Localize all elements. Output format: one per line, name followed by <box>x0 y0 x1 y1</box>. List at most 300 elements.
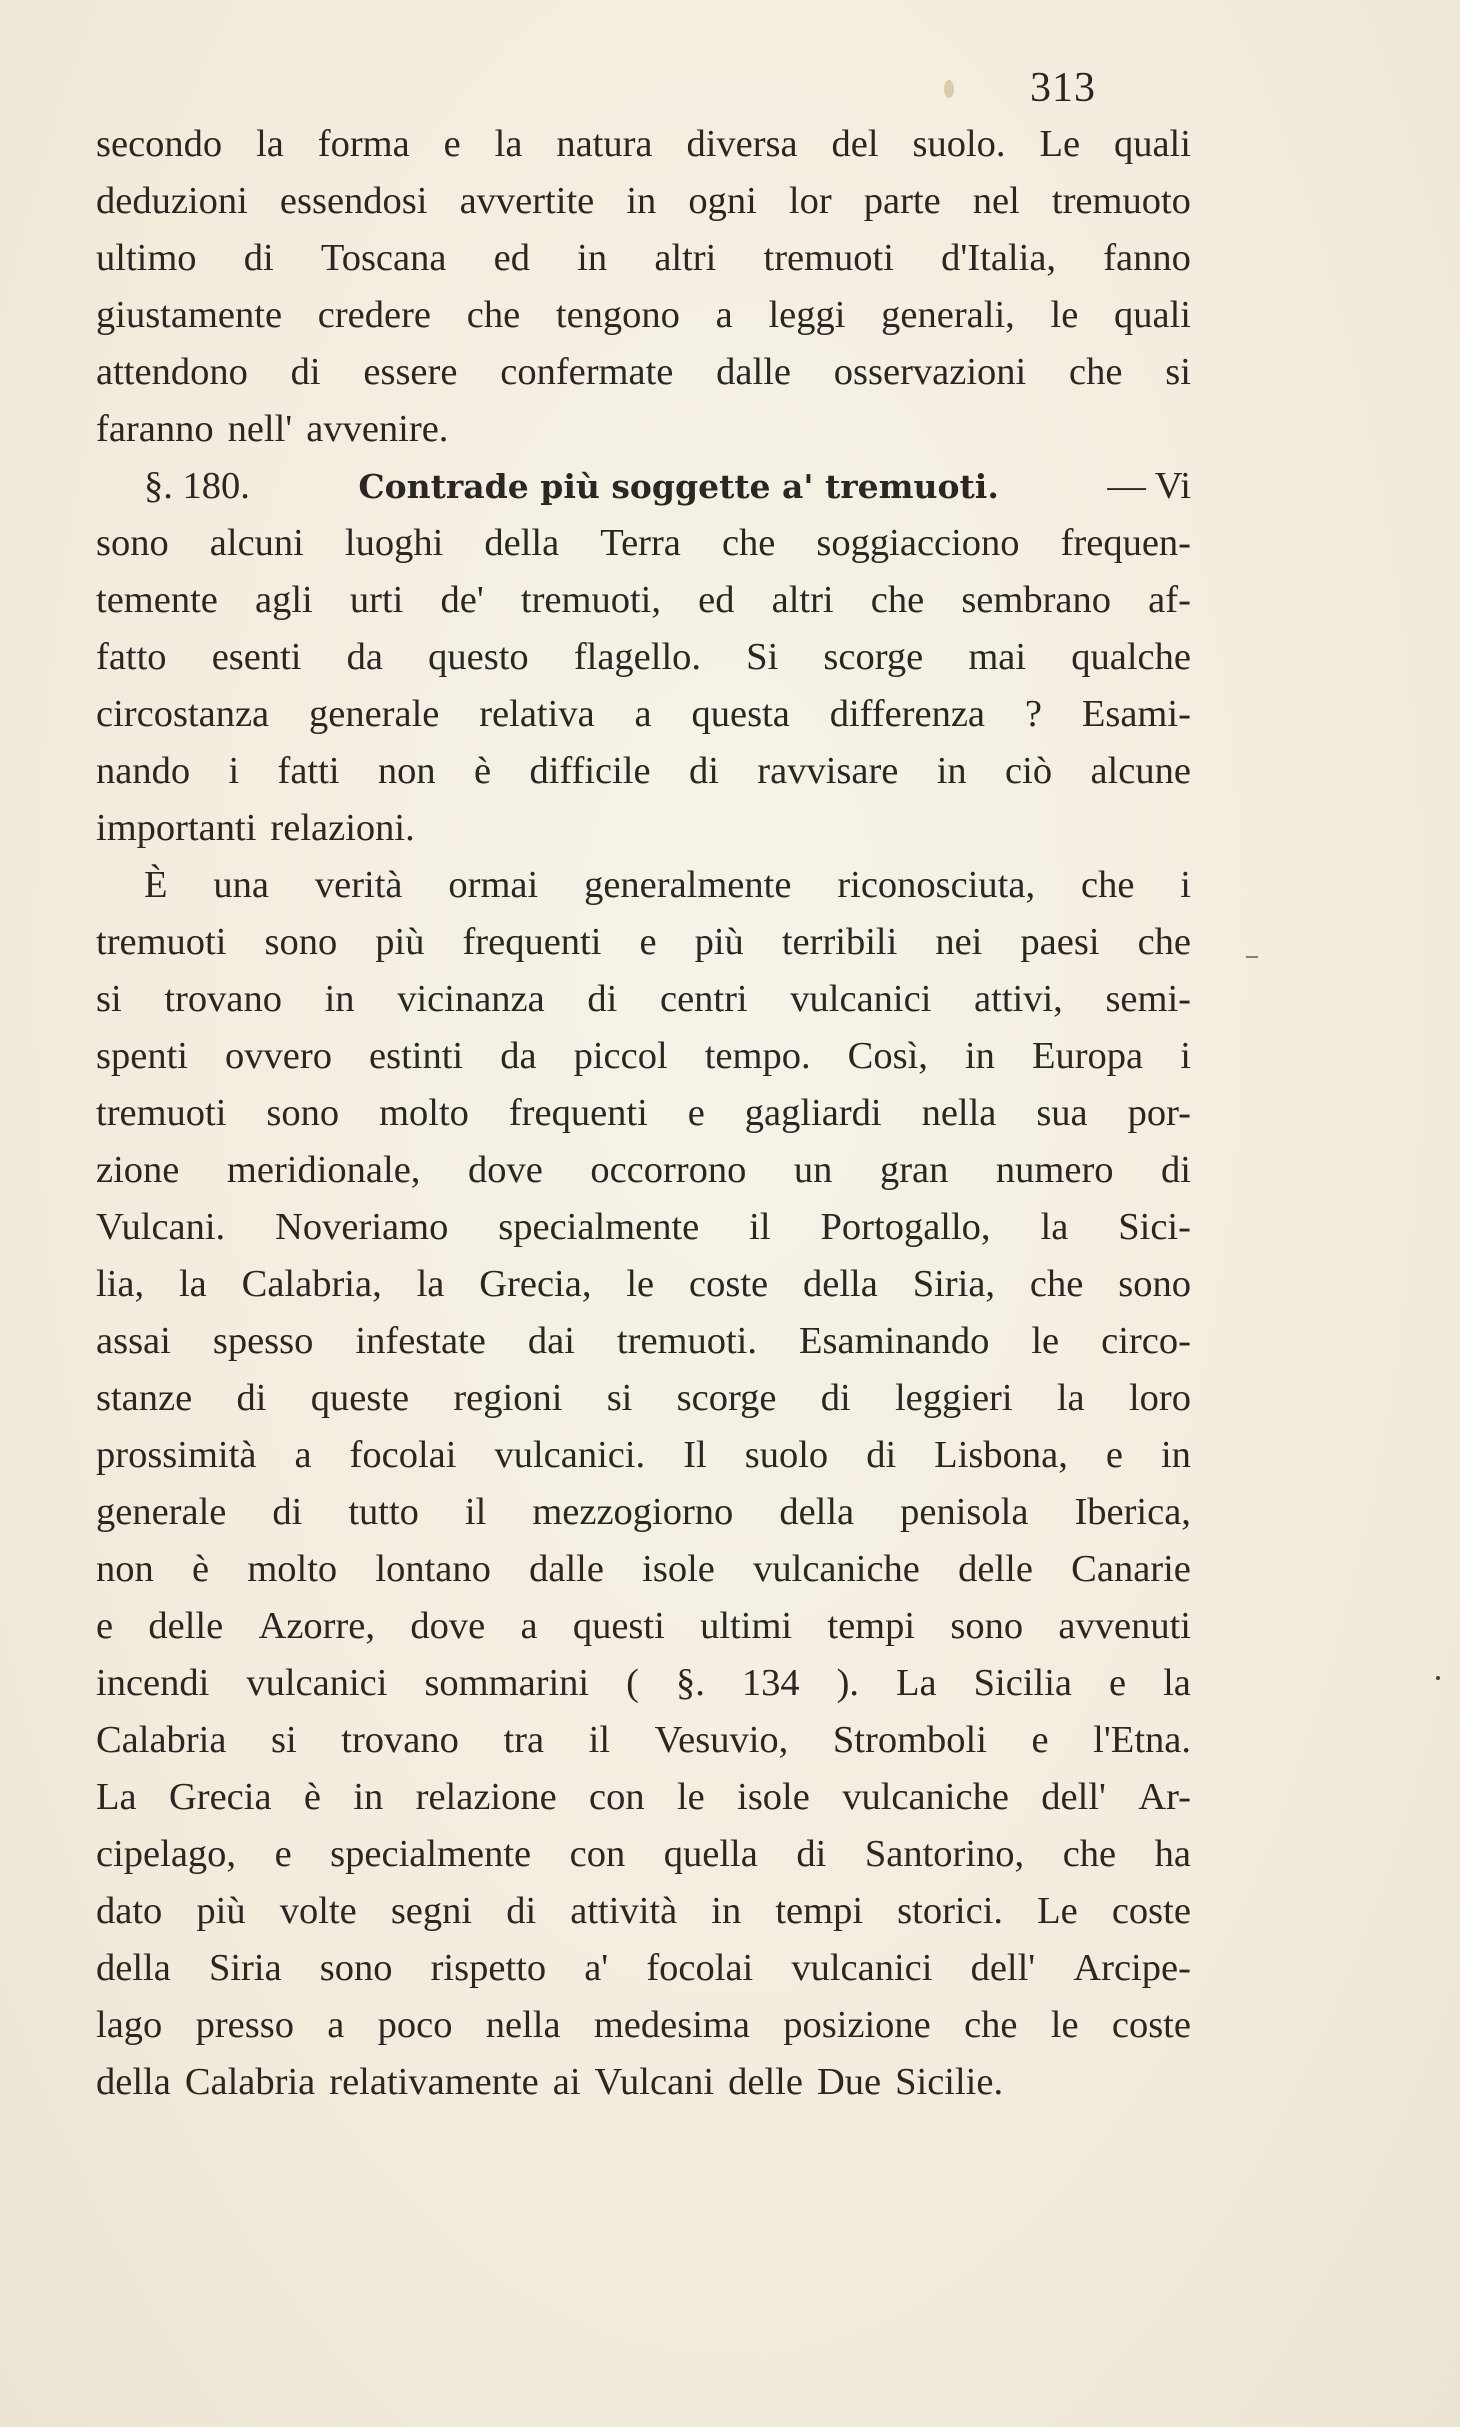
word: ravvisare <box>757 750 899 792</box>
word: di <box>1161 1149 1191 1191</box>
word: tutto <box>348 1491 419 1533</box>
word: Grecia, <box>479 1263 592 1305</box>
word: con <box>589 1776 645 1818</box>
word: l'Etna. <box>1093 1719 1191 1761</box>
word: difficile <box>529 750 651 792</box>
word: il <box>749 1206 771 1248</box>
word: esenti <box>211 636 302 678</box>
text-line <box>96 401 1191 458</box>
word: sommarini <box>424 1662 590 1704</box>
word: delle <box>148 1605 224 1647</box>
word: la <box>416 1263 445 1305</box>
word: questi <box>572 1605 665 1647</box>
word: Noveriamo <box>275 1206 449 1248</box>
word: un <box>793 1149 833 1191</box>
word: occorrono <box>590 1149 747 1191</box>
word: in <box>964 1035 995 1077</box>
text-line <box>96 230 1191 287</box>
word: piccol <box>573 1035 668 1077</box>
word: paesi <box>1020 921 1100 963</box>
word: assai <box>96 1320 171 1362</box>
word: fatti <box>277 750 340 792</box>
word: d'Italia, <box>941 237 1057 279</box>
text-line <box>96 572 1191 629</box>
word: è <box>191 1548 210 1590</box>
word: avvenuti <box>1058 1605 1191 1647</box>
word: vulcanici. <box>494 1434 646 1476</box>
text-line <box>96 458 1191 515</box>
word: la <box>178 1263 207 1305</box>
word: qualche <box>1071 636 1191 678</box>
word: ultimo <box>96 237 197 279</box>
word: della <box>803 1263 878 1305</box>
word: quali <box>1113 123 1191 165</box>
word: tempi <box>775 1890 864 1932</box>
word: prossimità <box>96 1434 257 1476</box>
word: delle <box>728 2061 803 2103</box>
word: a <box>294 1434 312 1476</box>
word: e <box>96 1605 114 1647</box>
word: scorge <box>823 636 924 678</box>
word: gran <box>879 1149 949 1191</box>
word: specialmente <box>498 1206 700 1248</box>
text-line <box>96 1028 1191 1085</box>
word: alcuni <box>209 522 304 564</box>
word: coste <box>1111 1890 1191 1932</box>
word: la <box>256 123 284 165</box>
word: natura <box>556 123 653 165</box>
word: relazioni. <box>270 807 415 849</box>
word: in <box>353 1776 384 1818</box>
word: vulcanici <box>790 978 932 1020</box>
word: ? <box>1024 693 1042 735</box>
word: le <box>1050 294 1079 336</box>
word: sono <box>319 1947 393 1989</box>
word: suolo. <box>912 123 1006 165</box>
margin-dot <box>1436 1676 1440 1680</box>
text-line <box>96 116 1191 173</box>
word: Così, <box>847 1035 928 1077</box>
word: questo <box>428 636 529 678</box>
word: faranno <box>96 408 214 450</box>
word: quella <box>663 1833 758 1875</box>
word: lontano <box>375 1548 491 1590</box>
word: sembrano <box>961 579 1112 621</box>
word: circo- <box>1101 1320 1191 1362</box>
text-line <box>96 2054 1191 2111</box>
word: ogni <box>688 180 757 222</box>
word: lor <box>788 180 832 222</box>
word: tengono <box>555 294 680 336</box>
word: diversa <box>686 123 798 165</box>
word: si <box>1165 351 1191 393</box>
word: coste <box>689 1263 769 1305</box>
word: della <box>96 1947 171 1989</box>
word: generali, <box>881 294 1015 336</box>
word: forma <box>317 123 410 165</box>
word: secondo <box>96 123 223 165</box>
word: vicinanza <box>397 978 545 1020</box>
text-line <box>96 1940 1191 1997</box>
word: presso <box>195 2004 294 2046</box>
word: tremuoti <box>96 921 227 963</box>
word: infestate <box>355 1320 486 1362</box>
word: e <box>1031 1719 1049 1761</box>
word: fanno <box>1103 237 1191 279</box>
word: più <box>694 921 744 963</box>
text-line <box>96 1997 1191 2054</box>
word: Le <box>1039 123 1081 165</box>
word: relazione <box>415 1776 557 1818</box>
section-heading: Contrade più soggette a' tremuoti. <box>358 467 999 506</box>
word: delle <box>958 1548 1033 1590</box>
word: sua <box>1036 1092 1088 1134</box>
word: tremuoti. <box>616 1320 757 1362</box>
word: luoghi <box>344 522 444 564</box>
text-line <box>96 1655 1191 1712</box>
word: Toscana <box>320 237 447 279</box>
word: di <box>272 1491 303 1533</box>
text-line <box>96 1199 1191 1256</box>
text-line <box>96 914 1191 971</box>
word: Grecia <box>168 1776 272 1818</box>
word: la <box>494 123 523 165</box>
word: dell' <box>1041 1776 1106 1818</box>
word: in <box>1160 1434 1191 1476</box>
word: che <box>870 579 925 621</box>
word: da <box>346 636 383 678</box>
word: generalmente <box>584 864 792 906</box>
word: molto <box>379 1092 469 1134</box>
word: i <box>1180 1035 1191 1077</box>
word: semi- <box>1105 978 1191 1020</box>
word: a <box>634 693 652 735</box>
word: della <box>779 1491 855 1533</box>
word: si <box>271 1719 297 1761</box>
word: de' <box>440 579 484 621</box>
word: confermate <box>500 351 674 393</box>
word: meridionale, <box>226 1149 421 1191</box>
word: deduzioni <box>96 180 248 222</box>
word: poco <box>377 2004 453 2046</box>
word: Vulcani <box>594 2061 715 2103</box>
word: che <box>466 294 521 336</box>
word: Sici- <box>1118 1206 1191 1248</box>
word: del <box>831 123 879 165</box>
word: a <box>327 2004 345 2046</box>
word: attivi, <box>974 978 1063 1020</box>
word: quali <box>1114 294 1191 336</box>
word: parte <box>863 180 941 222</box>
word: relativamente <box>329 2061 539 2103</box>
word: la <box>1056 1377 1085 1419</box>
word: gagliardi <box>744 1092 882 1134</box>
word: loro <box>1128 1377 1191 1419</box>
word: non <box>377 750 436 792</box>
word: Lisbona, <box>934 1434 1068 1476</box>
word: Azorre, <box>258 1605 376 1647</box>
word: di <box>243 237 274 279</box>
word: Calabria <box>184 2061 316 2103</box>
text-line <box>96 743 1191 800</box>
word: e <box>1105 1434 1123 1476</box>
word: spenti <box>96 1035 188 1077</box>
word: nell' <box>227 408 293 450</box>
word: la <box>1163 1662 1191 1704</box>
word: altri <box>654 237 717 279</box>
margin-mark <box>1246 956 1258 958</box>
word: che <box>1137 921 1191 963</box>
word: e <box>443 123 461 165</box>
word: credere <box>317 294 432 336</box>
word: vulcanici <box>791 1947 933 1989</box>
word: il <box>588 1719 611 1761</box>
word: le <box>626 1263 655 1305</box>
text-line <box>96 1883 1191 1940</box>
text-line <box>96 686 1191 743</box>
text-line <box>96 1313 1191 1370</box>
text-line <box>96 173 1191 230</box>
word: È <box>144 864 168 906</box>
word: Terra <box>600 522 681 564</box>
word: vulcaniche <box>842 1776 1009 1818</box>
word: della <box>96 2061 171 2103</box>
word: Le <box>1037 1890 1078 1932</box>
word: scorge <box>676 1377 777 1419</box>
word: la <box>1040 1206 1069 1248</box>
word: fatto <box>96 636 167 678</box>
word: 134 <box>741 1662 800 1704</box>
text-line <box>96 1712 1191 1769</box>
word: posizione <box>783 2004 931 2046</box>
word: penisola <box>900 1491 1029 1533</box>
word: mezzogiorno <box>532 1491 734 1533</box>
word: in <box>626 180 657 222</box>
word: volte <box>279 1890 357 1932</box>
word: dove <box>410 1605 486 1647</box>
word: dalle <box>716 351 791 393</box>
word: mai <box>968 636 1027 678</box>
word: di <box>587 978 618 1020</box>
word: della <box>484 522 560 564</box>
text-line <box>96 1427 1191 1484</box>
word: Santorino, <box>864 1833 1025 1875</box>
word: Canarie <box>1071 1548 1191 1590</box>
word: che <box>1069 351 1123 393</box>
word: agli <box>255 579 313 621</box>
word: tremuoti <box>96 1092 227 1134</box>
word: flagello. <box>573 636 702 678</box>
word: riconosciuta, <box>837 864 1036 906</box>
word: urti <box>349 579 404 621</box>
word: vulcanici <box>246 1662 388 1704</box>
word: Esami- <box>1081 693 1191 735</box>
word: dato <box>96 1890 163 1932</box>
word: differenza <box>829 693 986 735</box>
section-number: §. 180. <box>144 465 250 507</box>
word: attendono <box>96 351 248 393</box>
word: lago <box>96 2004 163 2046</box>
word: e <box>274 1833 292 1875</box>
word: tremuoti, <box>520 579 661 621</box>
word: a' <box>584 1947 609 1989</box>
word: specialmente <box>330 1833 532 1875</box>
word: a <box>520 1605 538 1647</box>
word: giustamente <box>96 294 283 336</box>
word: e <box>687 1092 705 1134</box>
word: af- <box>1148 579 1191 621</box>
word: circostanza <box>96 693 270 735</box>
word: isole <box>737 1776 810 1818</box>
word: di <box>290 351 321 393</box>
word: di <box>866 1434 897 1476</box>
word: coste <box>1111 2004 1191 2046</box>
text-line <box>96 515 1191 572</box>
word: le <box>676 1776 705 1818</box>
word: por- <box>1127 1092 1191 1134</box>
word: stanze <box>96 1377 193 1419</box>
word: attività <box>570 1890 678 1932</box>
text-line <box>96 1085 1191 1142</box>
word: generale <box>96 1491 227 1533</box>
word: segni <box>390 1890 473 1932</box>
word: avvertite <box>459 180 595 222</box>
word: focolai <box>349 1434 457 1476</box>
word: ai <box>552 2061 581 2103</box>
word: Europa <box>1031 1035 1144 1077</box>
word: sono <box>950 1605 1024 1647</box>
word: da <box>500 1035 537 1077</box>
text-line <box>96 629 1191 686</box>
text-line <box>96 344 1191 401</box>
word: sono <box>264 921 338 963</box>
word: ed <box>493 237 530 279</box>
word: cipelago, <box>96 1833 237 1875</box>
word: osservazioni <box>833 351 1027 393</box>
word: trovano <box>341 1719 459 1761</box>
word: il <box>464 1491 487 1533</box>
word: La <box>96 1776 137 1818</box>
word: e <box>639 921 657 963</box>
text-line <box>96 1769 1191 1826</box>
word: di <box>506 1890 537 1932</box>
word: che <box>964 2004 1018 2046</box>
word: alcune <box>1090 750 1191 792</box>
word: essere <box>363 351 458 393</box>
word: sono <box>266 1092 340 1134</box>
word: ovvero <box>225 1035 332 1077</box>
word: ed <box>698 579 735 621</box>
word: in <box>577 237 608 279</box>
word: questa <box>691 693 790 735</box>
word: rispetto <box>430 1947 547 1989</box>
word: verità <box>314 864 403 906</box>
word: si <box>606 1377 633 1419</box>
word: di <box>820 1377 851 1419</box>
word: dell' <box>970 1947 1036 1989</box>
text-line <box>96 1256 1191 1313</box>
word: nella <box>921 1092 997 1134</box>
word: più <box>375 921 425 963</box>
word: La <box>896 1662 937 1704</box>
text-line <box>96 287 1191 344</box>
word: a <box>715 294 733 336</box>
word: lia, <box>96 1263 145 1305</box>
word: Portogallo, <box>820 1206 991 1248</box>
word: zione <box>96 1149 180 1191</box>
word: Siria <box>208 1947 282 1989</box>
word: estinti <box>369 1035 464 1077</box>
word: le <box>1031 1320 1060 1362</box>
word: Due <box>816 2061 882 2103</box>
word: ultimi <box>700 1605 793 1647</box>
word: tempi <box>827 1605 916 1647</box>
word: trovano <box>164 978 282 1020</box>
word: in <box>936 750 967 792</box>
word: dove <box>467 1149 543 1191</box>
page-number: 313 <box>1030 65 1096 111</box>
word: storici. <box>897 1890 1004 1932</box>
word: leggieri <box>894 1377 1013 1419</box>
word: centri <box>659 978 748 1020</box>
word: regioni <box>453 1377 563 1419</box>
word: che <box>1080 864 1135 906</box>
word: suolo <box>744 1434 829 1476</box>
word: tempo. <box>704 1035 811 1077</box>
word: Arcipe- <box>1073 1947 1191 1989</box>
word: dalle <box>529 1548 604 1590</box>
text-line <box>96 800 1191 857</box>
word: sono <box>96 522 169 564</box>
word: tra <box>503 1719 545 1761</box>
word: di <box>688 750 719 792</box>
word: generale <box>309 693 440 735</box>
word: che <box>1029 1263 1084 1305</box>
word: temente <box>96 579 218 621</box>
word: altri <box>771 579 834 621</box>
text-line <box>96 1826 1191 1883</box>
word: ha <box>1154 1833 1191 1875</box>
text-line <box>96 971 1191 1028</box>
word: focolai <box>646 1947 754 1989</box>
word: le <box>1050 2004 1079 2046</box>
word: spesso <box>212 1320 314 1362</box>
text-line <box>96 1598 1191 1655</box>
word: che <box>1062 1833 1117 1875</box>
word: una <box>213 864 269 906</box>
word: frequenti <box>462 921 602 963</box>
word: tremuoto <box>1051 180 1191 222</box>
word: più <box>196 1890 246 1932</box>
word: dai <box>527 1320 575 1362</box>
text-line <box>96 1370 1191 1427</box>
word: Siria, <box>912 1263 996 1305</box>
word: ( <box>626 1662 639 1704</box>
word: importanti <box>96 807 257 849</box>
ink-blot <box>944 80 954 98</box>
word: molto <box>247 1548 338 1590</box>
word: Ar- <box>1138 1776 1191 1818</box>
word: medesima <box>593 2004 750 2046</box>
word: si <box>96 978 122 1020</box>
word: i <box>228 750 240 792</box>
word: frequen- <box>1060 522 1191 564</box>
word: che <box>721 522 776 564</box>
word: ormai <box>448 864 539 906</box>
word: Il <box>683 1434 707 1476</box>
word: di <box>236 1377 267 1419</box>
word: Esaminando <box>799 1320 990 1362</box>
